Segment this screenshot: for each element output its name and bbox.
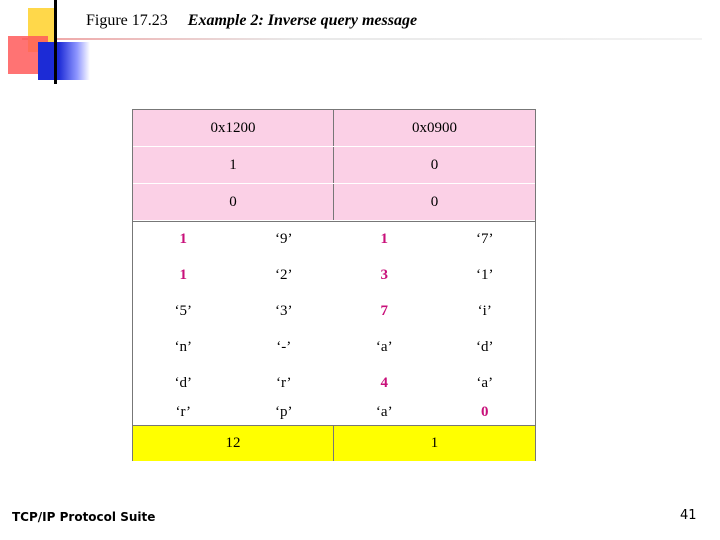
page-number: 41 [680,508,697,523]
footer-row [133,425,535,461]
footer-cell: 12 [133,426,334,461]
data-cell: 1 [179,266,187,283]
data-cell: ‘7’ [476,230,494,247]
footer-cell: 1 [334,426,535,461]
data-row [133,329,535,365]
data-cell: 7 [380,302,388,319]
data-row [133,221,535,257]
data-cell: ‘1’ [476,266,494,283]
data-cell: ‘a’ [476,374,494,391]
decorative-vertical-line [54,0,57,84]
data-row [133,397,535,427]
header-cell: 1 [133,147,334,183]
data-cell: ‘-’ [276,338,292,355]
data-cell: 4 [380,374,388,391]
data-cell: ‘n’ [174,338,192,355]
data-cell: 3 [380,266,388,283]
header-row-counts [133,147,535,185]
data-cell: ‘d’ [476,338,494,355]
figure-caption: Example 2: Inverse query message [187,12,418,29]
header-row-identification-flags [133,110,535,148]
data-cell: ‘r’ [175,403,192,420]
data-cell: ‘r’ [275,374,292,391]
footer-suite-label: TCP/IP Protocol Suite [12,510,156,524]
data-cell: ‘a’ [375,403,393,420]
data-cell: ‘5’ [174,302,192,319]
header-row-counts-2 [133,184,535,222]
data-cell: 1 [380,230,388,247]
decorative-rule [22,38,702,40]
data-cell: ‘d’ [174,374,192,391]
figure-number: Figure 17.23 [86,12,168,29]
slide-title [86,12,417,30]
header-cell: 0 [133,184,334,220]
header-cell: 0x0900 [334,110,535,146]
data-row [133,293,535,329]
decorative-square-blue [38,42,90,80]
inverse-query-message [132,109,536,461]
data-cell: ‘a’ [375,338,393,355]
data-cell: 0 [481,403,489,420]
data-cell: ‘3’ [275,302,293,319]
header-cell: 0 [334,147,535,183]
data-cell: ‘i’ [477,302,492,319]
header-cell: 0x1200 [133,110,334,146]
data-cell: ‘9’ [275,230,293,247]
data-cell: ‘p’ [275,403,293,420]
data-row [133,257,535,293]
data-cell: ‘2’ [275,266,293,283]
data-row [133,365,535,401]
data-cell: 1 [179,230,187,247]
header-cell: 0 [334,184,535,220]
